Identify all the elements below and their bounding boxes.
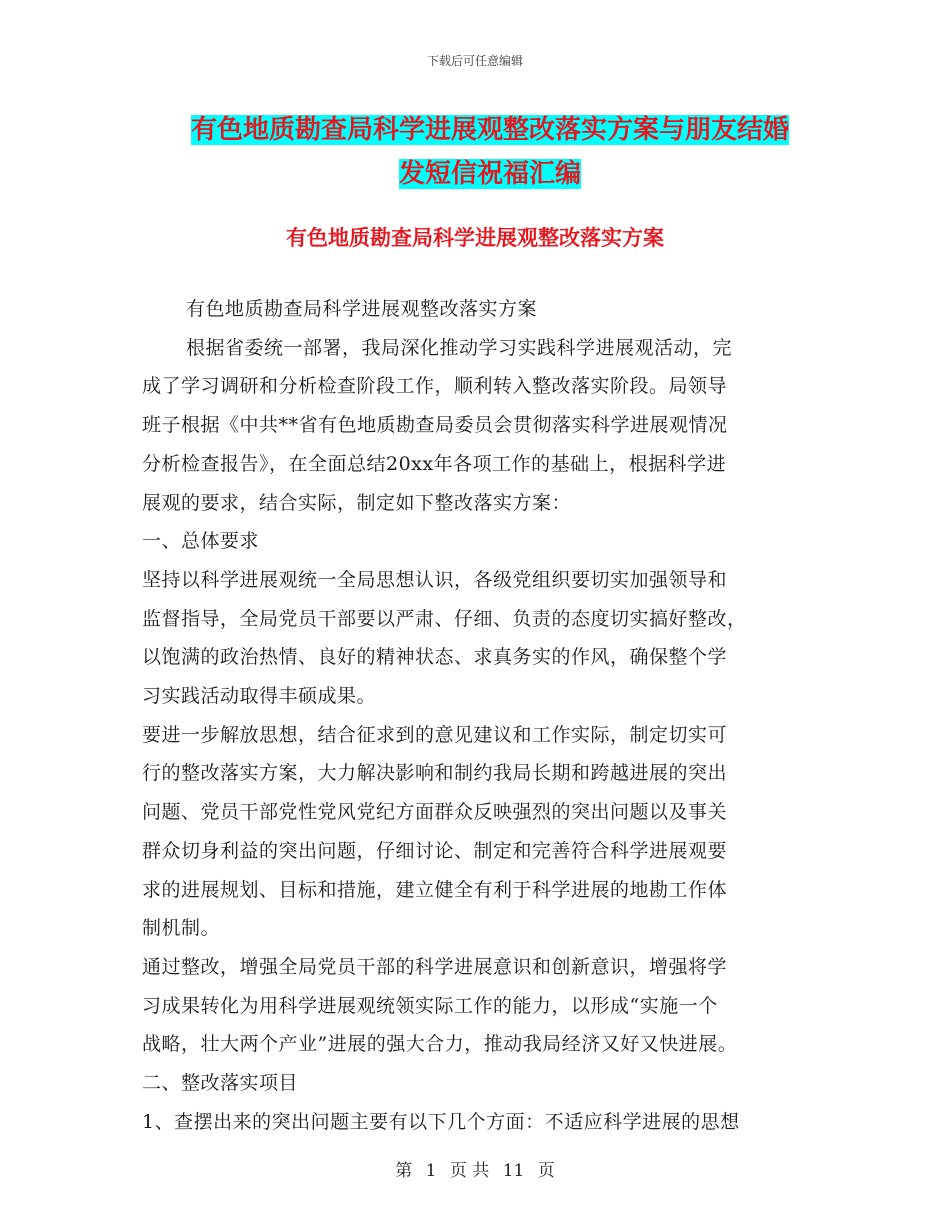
body-line: 分析检查报告》，在全面总结20xx年各项工作的基础上，根据科学进 (142, 452, 727, 475)
body-line: 战略，壮大两个产业”进展的强大合力，推动我局经济又好又快进展。 (142, 1033, 738, 1056)
body-line: 习实践活动取得丰硕成果。 (142, 685, 377, 708)
footer-mid: 页 共 (449, 1161, 490, 1181)
body-line: 制机制。 (142, 917, 221, 940)
header-note: 下载后可任意编辑 (426, 54, 523, 68)
footer-prefix: 第 (395, 1161, 413, 1181)
body-line: 以饱满的政治热情、良好的精神状态、求真务实的作风，确保整个学 (142, 646, 728, 669)
page-footer (0, 1156, 950, 1181)
body-line: 班子根据《中共**省有色地质勘查局委员会贯彻落实科学进展观情况 (142, 414, 728, 437)
body-line: 根据省委统一部署，我局深化推动学习实践科学进展观活动，完 (186, 336, 733, 359)
body-text (142, 290, 806, 1141)
total-pages: 11 (502, 1161, 525, 1181)
body-line: 展观的要求，结合实际，制定如下整改落实方案： (142, 491, 572, 514)
body-line: 监督指导，全局党员干部要以严肃、仔细、负责的态度切实搞好整改， (142, 607, 747, 630)
body-line: 要进一步解放思想，结合征求到的意见建议和工作实际，制定切实可 (142, 723, 728, 746)
current-page-number: 1 (425, 1161, 437, 1181)
body-line: 通过整改，增强全局党员干部的科学进展意识和创新意识，增强将学 (142, 955, 728, 978)
body-line: 二、整改落实项目 (142, 1072, 299, 1095)
body-line: 有色地质勘查局科学进展观整改落实方案 (186, 298, 538, 320)
section-title: 有色地质勘查局科学进展观整改落实方案 (286, 225, 664, 250)
body-line: 1、查摆出来的突出问题主要有以下几个方面：不适应科学进展的思想 (142, 1110, 740, 1133)
body-line: 求的进展规划、目标和措施，建立健全有利于科学进展的地勘工作体 (142, 878, 728, 901)
body-line: 一、总体要求 (142, 530, 260, 553)
body-line: 行的整改落实方案，大力解决影响和制约我局长期和跨越进展的突出 (142, 762, 728, 785)
body-line: 成了学习调研和分析检查阶段工作，顺利转入整改落实阶段。局领导 (142, 375, 728, 398)
body-line: 坚持以科学进展观统一全局思想认识，各级党组织要切实加强领导和 (142, 568, 728, 591)
document-title (140, 108, 840, 196)
body-line: 问题、党员干部党性党风党纪方面群众反映强烈的突出问题以及事关 (142, 801, 728, 824)
body-line: 习成果转化为用科学进展观统领实际工作的能力，以形成“实施一个 (142, 994, 718, 1017)
document-title-line-2: 发短信祝福汇编 (398, 159, 581, 189)
document-title-line-1: 有色地质勘查局科学进展观整改落实方案与朋友结婚 (190, 115, 789, 145)
body-line: 群众切身利益的突出问题，仔细讨论、制定和完善符合科学进展观要 (142, 839, 728, 862)
footer-suffix: 页 (537, 1161, 555, 1181)
